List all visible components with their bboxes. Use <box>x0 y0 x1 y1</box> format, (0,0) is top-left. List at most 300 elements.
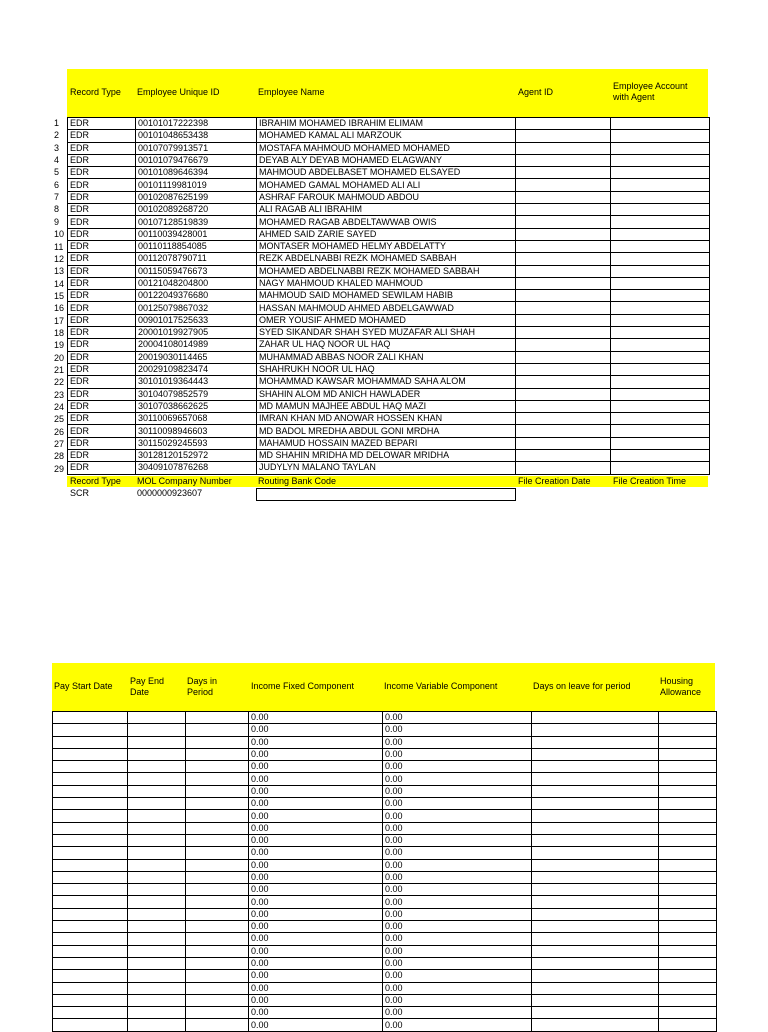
edr-row <box>68 339 710 351</box>
income-variable-cell[interactable]: 0.00 <box>383 1007 532 1019</box>
days-in-period-cell[interactable] <box>186 994 249 1006</box>
days-in-period-cell[interactable] <box>186 957 249 969</box>
housing-allowance-cell[interactable] <box>659 957 717 969</box>
pay-end-date-cell[interactable] <box>128 921 186 933</box>
income-variable-cell[interactable]: 0.00 <box>383 761 532 773</box>
edr-employee-account[interactable] <box>611 400 710 412</box>
pay-end-date-cell[interactable] <box>128 785 186 797</box>
edr-record-type: EDR <box>68 400 136 412</box>
edr-agent-id[interactable] <box>516 277 611 289</box>
pay-start-date-cell[interactable] <box>53 785 128 797</box>
edr-agent-id[interactable] <box>516 302 611 314</box>
pay-end-date-cell[interactable] <box>128 736 186 748</box>
edr-employee-account[interactable] <box>611 216 710 228</box>
days-in-period-cell[interactable] <box>186 871 249 883</box>
edr-agent-id[interactable] <box>516 351 611 363</box>
pay-end-date-cell[interactable] <box>128 896 186 908</box>
income-variable-cell[interactable]: 0.00 <box>383 834 532 846</box>
pay-start-date-cell[interactable] <box>53 712 128 724</box>
pay-end-date-cell[interactable] <box>128 871 186 883</box>
edr-record-type: EDR <box>68 216 136 228</box>
edr-employee-account[interactable] <box>611 376 710 388</box>
edr-employee-name: MOHAMED ABDELNABBI REZK MOHAMED SABBAH <box>257 265 516 277</box>
pay-start-date-cell[interactable] <box>53 798 128 810</box>
row-number: 9 <box>54 216 60 227</box>
edr-employee-account[interactable] <box>611 363 710 375</box>
pay-end-date-cell[interactable] <box>128 773 186 785</box>
edr-employee-account[interactable] <box>611 302 710 314</box>
pay-row <box>53 785 717 797</box>
days-in-period-cell[interactable] <box>186 748 249 760</box>
days-on-leave-cell[interactable] <box>532 761 659 773</box>
income-variable-cell[interactable]: 0.00 <box>383 970 532 982</box>
days-in-period-cell[interactable] <box>186 982 249 994</box>
edr-agent-id[interactable] <box>516 314 611 326</box>
edr-record-type: EDR <box>68 450 136 462</box>
income-fixed-cell[interactable]: 0.00 <box>249 884 383 896</box>
days-on-leave-cell[interactable] <box>532 736 659 748</box>
housing-allowance-cell[interactable] <box>659 871 717 883</box>
days-on-leave-cell[interactable] <box>532 994 659 1006</box>
header-employee-account-line2: with Agent <box>613 92 655 102</box>
days-on-leave-cell[interactable] <box>532 982 659 994</box>
edr-agent-id[interactable] <box>516 253 611 265</box>
housing-allowance-cell[interactable] <box>659 724 717 736</box>
edr-record-type: EDR <box>68 462 136 474</box>
days-in-period-cell[interactable] <box>186 761 249 773</box>
edr-employee-account[interactable] <box>611 290 710 302</box>
pay-row <box>53 1007 717 1019</box>
edr-employee-id: 00112078790711 <box>136 253 257 265</box>
days-on-leave-cell[interactable] <box>532 785 659 797</box>
days-in-period-cell[interactable] <box>186 921 249 933</box>
pay-row <box>53 908 717 920</box>
pay-row <box>53 933 717 945</box>
edr-employee-account[interactable] <box>611 314 710 326</box>
pay-row <box>53 834 717 846</box>
pay-end-date-cell[interactable] <box>128 724 186 736</box>
edr-agent-id[interactable] <box>516 413 611 425</box>
pay-start-date-cell[interactable] <box>53 859 128 871</box>
days-in-period-cell[interactable] <box>186 822 249 834</box>
edr-employee-id: 00101119981019 <box>136 179 257 191</box>
days-on-leave-cell[interactable] <box>532 822 659 834</box>
days-on-leave-cell[interactable] <box>532 748 659 760</box>
days-in-period-cell[interactable] <box>186 773 249 785</box>
edr-employee-account[interactable] <box>611 130 710 142</box>
days-on-leave-cell[interactable] <box>532 896 659 908</box>
pay-start-date-cell[interactable] <box>53 945 128 957</box>
days-on-leave-cell[interactable] <box>532 884 659 896</box>
income-variable-cell[interactable]: 0.00 <box>383 748 532 760</box>
scr-header-record-type: Record Type <box>70 476 121 486</box>
housing-allowance-cell[interactable] <box>659 933 717 945</box>
days-on-leave-cell[interactable] <box>532 871 659 883</box>
edr-employee-name: SHAHIN ALOM MD ANICH HAWLADER <box>257 388 516 400</box>
edr-agent-id[interactable] <box>516 154 611 166</box>
days-in-period-cell[interactable] <box>186 945 249 957</box>
housing-allowance-cell[interactable] <box>659 970 717 982</box>
days-on-leave-cell[interactable] <box>532 847 659 859</box>
days-in-period-cell[interactable] <box>186 859 249 871</box>
pay-start-date-cell[interactable] <box>53 871 128 883</box>
pay-start-date-cell[interactable] <box>53 896 128 908</box>
row-number: 21 <box>54 365 65 375</box>
edr-record-type: EDR <box>68 253 136 265</box>
days-in-period-cell[interactable] <box>186 785 249 797</box>
edr-agent-id[interactable] <box>516 240 611 252</box>
pay-row <box>53 921 717 933</box>
income-variable-cell[interactable]: 0.00 <box>383 822 532 834</box>
edr-employee-account[interactable] <box>611 462 710 474</box>
edr-agent-id[interactable] <box>516 216 611 228</box>
days-in-period-cell[interactable] <box>186 970 249 982</box>
pay-start-date-cell[interactable] <box>53 921 128 933</box>
pay-start-date-cell[interactable] <box>53 957 128 969</box>
days-on-leave-cell[interactable] <box>532 712 659 724</box>
days-in-period-cell[interactable] <box>186 810 249 822</box>
edr-agent-id[interactable] <box>516 339 611 351</box>
pay-start-date-cell[interactable] <box>53 908 128 920</box>
pay-end-date-cell[interactable] <box>128 822 186 834</box>
days-on-leave-cell[interactable] <box>532 957 659 969</box>
days-on-leave-cell[interactable] <box>532 859 659 871</box>
pay-row <box>53 970 717 982</box>
days-on-leave-cell[interactable] <box>532 724 659 736</box>
days-on-leave-cell[interactable] <box>532 1019 659 1031</box>
housing-allowance-cell[interactable] <box>659 834 717 846</box>
income-variable-cell[interactable]: 0.00 <box>383 896 532 908</box>
edr-agent-id[interactable] <box>516 425 611 437</box>
days-in-period-cell[interactable] <box>186 847 249 859</box>
pay-start-date-cell[interactable] <box>53 822 128 834</box>
housing-allowance-cell[interactable] <box>659 810 717 822</box>
edr-agent-id[interactable] <box>516 179 611 191</box>
days-in-period-cell[interactable] <box>186 724 249 736</box>
pay-start-date-cell[interactable] <box>53 847 128 859</box>
income-fixed-cell[interactable]: 0.00 <box>249 761 383 773</box>
pay-end-date-cell[interactable] <box>128 1019 186 1031</box>
housing-allowance-cell[interactable] <box>659 822 717 834</box>
scr-routing-bank-code-field[interactable] <box>256 488 516 501</box>
edr-employee-account[interactable] <box>611 253 710 265</box>
edr-employee-name: MUHAMMAD ABBAS NOOR ZALI KHAN <box>257 351 516 363</box>
income-variable-cell[interactable]: 0.00 <box>383 884 532 896</box>
income-fixed-cell[interactable]: 0.00 <box>249 970 383 982</box>
pay-end-date-cell[interactable] <box>128 810 186 822</box>
days-in-period-cell[interactable] <box>186 884 249 896</box>
income-variable-cell[interactable]: 0.00 <box>383 908 532 920</box>
housing-allowance-cell[interactable] <box>659 1019 717 1031</box>
income-variable-cell[interactable]: 0.00 <box>383 773 532 785</box>
days-on-leave-cell[interactable] <box>532 834 659 846</box>
housing-allowance-cell[interactable] <box>659 785 717 797</box>
pay-start-date-cell[interactable] <box>53 736 128 748</box>
days-on-leave-cell[interactable] <box>532 1007 659 1019</box>
pay-end-date-cell[interactable] <box>128 761 186 773</box>
edr-agent-id[interactable] <box>516 118 611 130</box>
edr-agent-id[interactable] <box>516 376 611 388</box>
edr-agent-id[interactable] <box>516 400 611 412</box>
days-in-period-cell[interactable] <box>186 896 249 908</box>
edr-record-type: EDR <box>68 265 136 277</box>
income-fixed-cell[interactable]: 0.00 <box>249 834 383 846</box>
edr-employee-account[interactable] <box>611 228 710 240</box>
header-employee-unique-id: Employee Unique ID <box>137 87 220 97</box>
row-number: 17 <box>54 315 65 326</box>
income-variable-cell[interactable]: 0.00 <box>383 810 532 822</box>
housing-allowance-cell[interactable] <box>659 896 717 908</box>
income-variable-cell[interactable]: 0.00 <box>383 798 532 810</box>
income-fixed-cell[interactable]: 0.00 <box>249 871 383 883</box>
edr-agent-id[interactable] <box>516 388 611 400</box>
housing-allowance-cell[interactable] <box>659 982 717 994</box>
pay-end-date-cell[interactable] <box>128 859 186 871</box>
pay-start-date-cell[interactable] <box>53 970 128 982</box>
income-fixed-cell[interactable]: 0.00 <box>249 859 383 871</box>
edr-employee-account[interactable] <box>611 437 710 449</box>
income-variable-cell[interactable]: 0.00 <box>383 933 532 945</box>
pay-start-date-cell[interactable] <box>53 834 128 846</box>
edr-agent-id[interactable] <box>516 363 611 375</box>
edr-record-type: EDR <box>68 327 136 339</box>
income-fixed-cell[interactable]: 0.00 <box>249 1007 383 1019</box>
pay-row <box>53 871 717 883</box>
edr-agent-id[interactable] <box>516 290 611 302</box>
edr-agent-id[interactable] <box>516 265 611 277</box>
pay-end-date-cell[interactable] <box>128 982 186 994</box>
pay-end-date-cell[interactable] <box>128 834 186 846</box>
income-variable-cell[interactable]: 0.00 <box>383 994 532 1006</box>
housing-allowance-cell[interactable] <box>659 761 717 773</box>
income-fixed-cell[interactable]: 0.00 <box>249 945 383 957</box>
edr-agent-id[interactable] <box>516 130 611 142</box>
income-fixed-cell[interactable]: 0.00 <box>249 896 383 908</box>
edr-employee-account[interactable] <box>611 154 710 166</box>
income-fixed-cell[interactable]: 0.00 <box>249 933 383 945</box>
edr-record-type: EDR <box>68 339 136 351</box>
edr-row <box>68 118 710 130</box>
header-pay-end-date <box>130 676 164 698</box>
edr-row <box>68 130 710 142</box>
pay-start-date-cell[interactable] <box>53 1019 128 1031</box>
days-in-period-cell[interactable] <box>186 798 249 810</box>
housing-allowance-cell[interactable] <box>659 908 717 920</box>
income-fixed-cell[interactable]: 0.00 <box>249 957 383 969</box>
edr-record-type: EDR <box>68 240 136 252</box>
pay-end-date-cell[interactable] <box>128 1007 186 1019</box>
pay-start-date-cell[interactable] <box>53 982 128 994</box>
housing-allowance-cell[interactable] <box>659 859 717 871</box>
edr-employee-id: 20019030114465 <box>136 351 257 363</box>
header-housing-line2: Allowance <box>660 687 702 697</box>
pay-start-date-cell[interactable] <box>53 761 128 773</box>
edr-agent-id[interactable] <box>516 437 611 449</box>
days-in-period-cell[interactable] <box>186 736 249 748</box>
housing-allowance-cell[interactable] <box>659 945 717 957</box>
edr-row <box>68 327 710 339</box>
days-in-period-cell[interactable] <box>186 908 249 920</box>
housing-allowance-cell[interactable] <box>659 798 717 810</box>
edr-employee-name: JUDYLYN MALANO TAYLAN <box>257 462 516 474</box>
pay-end-date-cell[interactable] <box>128 847 186 859</box>
row-number: 11 <box>54 241 64 252</box>
days-on-leave-cell[interactable] <box>532 945 659 957</box>
edr-employee-name: ASHRAF FAROUK MAHMOUD ABDOU <box>257 191 516 203</box>
housing-allowance-cell[interactable] <box>659 847 717 859</box>
pay-start-date-cell[interactable] <box>53 773 128 785</box>
pay-end-date-cell[interactable] <box>128 970 186 982</box>
scr-mol-number: 0000000923607 <box>137 488 203 498</box>
edr-employee-account[interactable] <box>611 339 710 351</box>
days-on-leave-cell[interactable] <box>532 921 659 933</box>
housing-allowance-cell[interactable] <box>659 1007 717 1019</box>
income-fixed-cell[interactable]: 0.00 <box>249 1019 383 1031</box>
scr-header-file-creation-time: File Creation Time <box>613 476 687 486</box>
income-variable-cell[interactable]: 0.00 <box>383 957 532 969</box>
header-days-on-leave: Days on leave for period <box>533 681 631 691</box>
days-on-leave-cell[interactable] <box>532 810 659 822</box>
income-fixed-cell[interactable]: 0.00 <box>249 773 383 785</box>
income-fixed-cell[interactable]: 0.00 <box>249 822 383 834</box>
edr-employee-account[interactable] <box>611 425 710 437</box>
edr-agent-id[interactable] <box>516 450 611 462</box>
edr-employee-name: MAHAMUD HOSSAIN MAZED BEPARI <box>257 437 516 449</box>
edr-record-type: EDR <box>68 314 136 326</box>
housing-allowance-cell[interactable] <box>659 712 717 724</box>
edr-agent-id[interactable] <box>516 167 611 179</box>
days-in-period-cell[interactable] <box>186 933 249 945</box>
edr-employee-account[interactable] <box>611 142 710 154</box>
edr-row <box>68 253 710 265</box>
edr-agent-id[interactable] <box>516 191 611 203</box>
days-in-period-cell[interactable] <box>186 834 249 846</box>
pay-end-date-cell[interactable] <box>128 957 186 969</box>
pay-start-date-cell[interactable] <box>53 884 128 896</box>
edr-employee-account[interactable] <box>611 265 710 277</box>
income-variable-cell[interactable]: 0.00 <box>383 1019 532 1031</box>
edr-employee-account[interactable] <box>611 327 710 339</box>
income-variable-cell[interactable]: 0.00 <box>383 785 532 797</box>
days-on-leave-cell[interactable] <box>532 798 659 810</box>
edr-employee-id: 00110039428001 <box>136 228 257 240</box>
housing-allowance-cell[interactable] <box>659 736 717 748</box>
income-fixed-cell[interactable]: 0.00 <box>249 908 383 920</box>
edr-employee-account[interactable] <box>611 118 710 130</box>
edr-employee-account[interactable] <box>611 179 710 191</box>
row-number: 25 <box>54 414 65 425</box>
housing-allowance-cell[interactable] <box>659 994 717 1006</box>
pay-end-date-cell[interactable] <box>128 884 186 896</box>
income-variable-cell[interactable]: 0.00 <box>383 712 532 724</box>
income-fixed-cell[interactable]: 0.00 <box>249 921 383 933</box>
scr-header-file-creation-date: File Creation Date <box>518 476 591 486</box>
income-fixed-cell[interactable]: 0.00 <box>249 736 383 748</box>
days-on-leave-cell[interactable] <box>532 908 659 920</box>
edr-employee-account[interactable] <box>611 167 710 179</box>
days-on-leave-cell[interactable] <box>532 773 659 785</box>
days-on-leave-cell[interactable] <box>532 970 659 982</box>
days-in-period-cell[interactable] <box>186 1007 249 1019</box>
edr-employee-id: 00101079476679 <box>136 154 257 166</box>
income-fixed-cell[interactable]: 0.00 <box>249 712 383 724</box>
edr-employee-account[interactable] <box>611 240 710 252</box>
income-variable-cell[interactable]: 0.00 <box>383 859 532 871</box>
edr-employee-account[interactable] <box>611 277 710 289</box>
housing-allowance-cell[interactable] <box>659 884 717 896</box>
edr-row <box>68 462 710 474</box>
housing-allowance-cell[interactable] <box>659 748 717 760</box>
edr-agent-id[interactable] <box>516 327 611 339</box>
pay-end-date-cell[interactable] <box>128 945 186 957</box>
income-variable-cell[interactable]: 0.00 <box>383 736 532 748</box>
edr-employee-account[interactable] <box>611 450 710 462</box>
income-fixed-cell[interactable]: 0.00 <box>249 810 383 822</box>
edr-employee-account[interactable] <box>611 191 710 203</box>
days-on-leave-cell[interactable] <box>532 933 659 945</box>
income-variable-cell[interactable]: 0.00 <box>383 871 532 883</box>
pay-end-date-cell[interactable] <box>128 994 186 1006</box>
edr-agent-id[interactable] <box>516 462 611 474</box>
pay-end-date-cell[interactable] <box>128 908 186 920</box>
edr-row <box>68 167 710 179</box>
income-fixed-cell[interactable]: 0.00 <box>249 847 383 859</box>
pay-start-date-cell[interactable] <box>53 994 128 1006</box>
income-variable-cell[interactable]: 0.00 <box>383 847 532 859</box>
edr-employee-id: 00102089268720 <box>136 204 257 216</box>
edr-agent-id[interactable] <box>516 142 611 154</box>
pay-end-date-cell[interactable] <box>128 933 186 945</box>
scr-header-routing-bank-code: Routing Bank Code <box>258 476 337 486</box>
income-fixed-cell[interactable]: 0.00 <box>249 748 383 760</box>
income-fixed-cell[interactable]: 0.00 <box>249 798 383 810</box>
edr-employee-account[interactable] <box>611 351 710 363</box>
income-variable-cell[interactable]: 0.00 <box>383 724 532 736</box>
pay-start-date-cell[interactable] <box>53 1007 128 1019</box>
pay-end-date-cell[interactable] <box>128 748 186 760</box>
pay-start-date-cell[interactable] <box>53 933 128 945</box>
housing-allowance-cell[interactable] <box>659 921 717 933</box>
days-in-period-cell[interactable] <box>186 712 249 724</box>
edr-employee-name: MD MAMUN MAJHEE ABDUL HAQ MAZI <box>257 400 516 412</box>
income-variable-cell[interactable]: 0.00 <box>383 921 532 933</box>
edr-employee-name: IBRAHIM MOHAMED IBRAHIM ELIMAM <box>257 118 516 130</box>
edr-employee-name: MD SHAHIN MRIDHA MD DELOWAR MRIDHA <box>257 450 516 462</box>
edr-agent-id[interactable] <box>516 228 611 240</box>
pay-end-date-cell[interactable] <box>128 712 186 724</box>
housing-allowance-cell[interactable] <box>659 773 717 785</box>
pay-start-date-cell[interactable] <box>53 810 128 822</box>
pay-start-date-cell[interactable] <box>53 724 128 736</box>
income-fixed-cell[interactable]: 0.00 <box>249 982 383 994</box>
income-variable-cell[interactable]: 0.00 <box>383 982 532 994</box>
edr-agent-id[interactable] <box>516 204 611 216</box>
edr-employee-account[interactable] <box>611 413 710 425</box>
pay-row <box>53 884 717 896</box>
pay-end-date-cell[interactable] <box>128 798 186 810</box>
edr-row <box>68 204 710 216</box>
pay-start-date-cell[interactable] <box>53 748 128 760</box>
income-fixed-cell[interactable]: 0.00 <box>249 994 383 1006</box>
income-fixed-cell[interactable]: 0.00 <box>249 724 383 736</box>
days-in-period-cell[interactable] <box>186 1019 249 1031</box>
edr-employee-account[interactable] <box>611 388 710 400</box>
edr-employee-account[interactable] <box>611 204 710 216</box>
edr-record-type: EDR <box>68 228 136 240</box>
income-fixed-cell[interactable]: 0.00 <box>249 785 383 797</box>
edr-employee-name: ALI RAGAB ALI IBRAHIM <box>257 204 516 216</box>
income-variable-cell[interactable]: 0.00 <box>383 945 532 957</box>
